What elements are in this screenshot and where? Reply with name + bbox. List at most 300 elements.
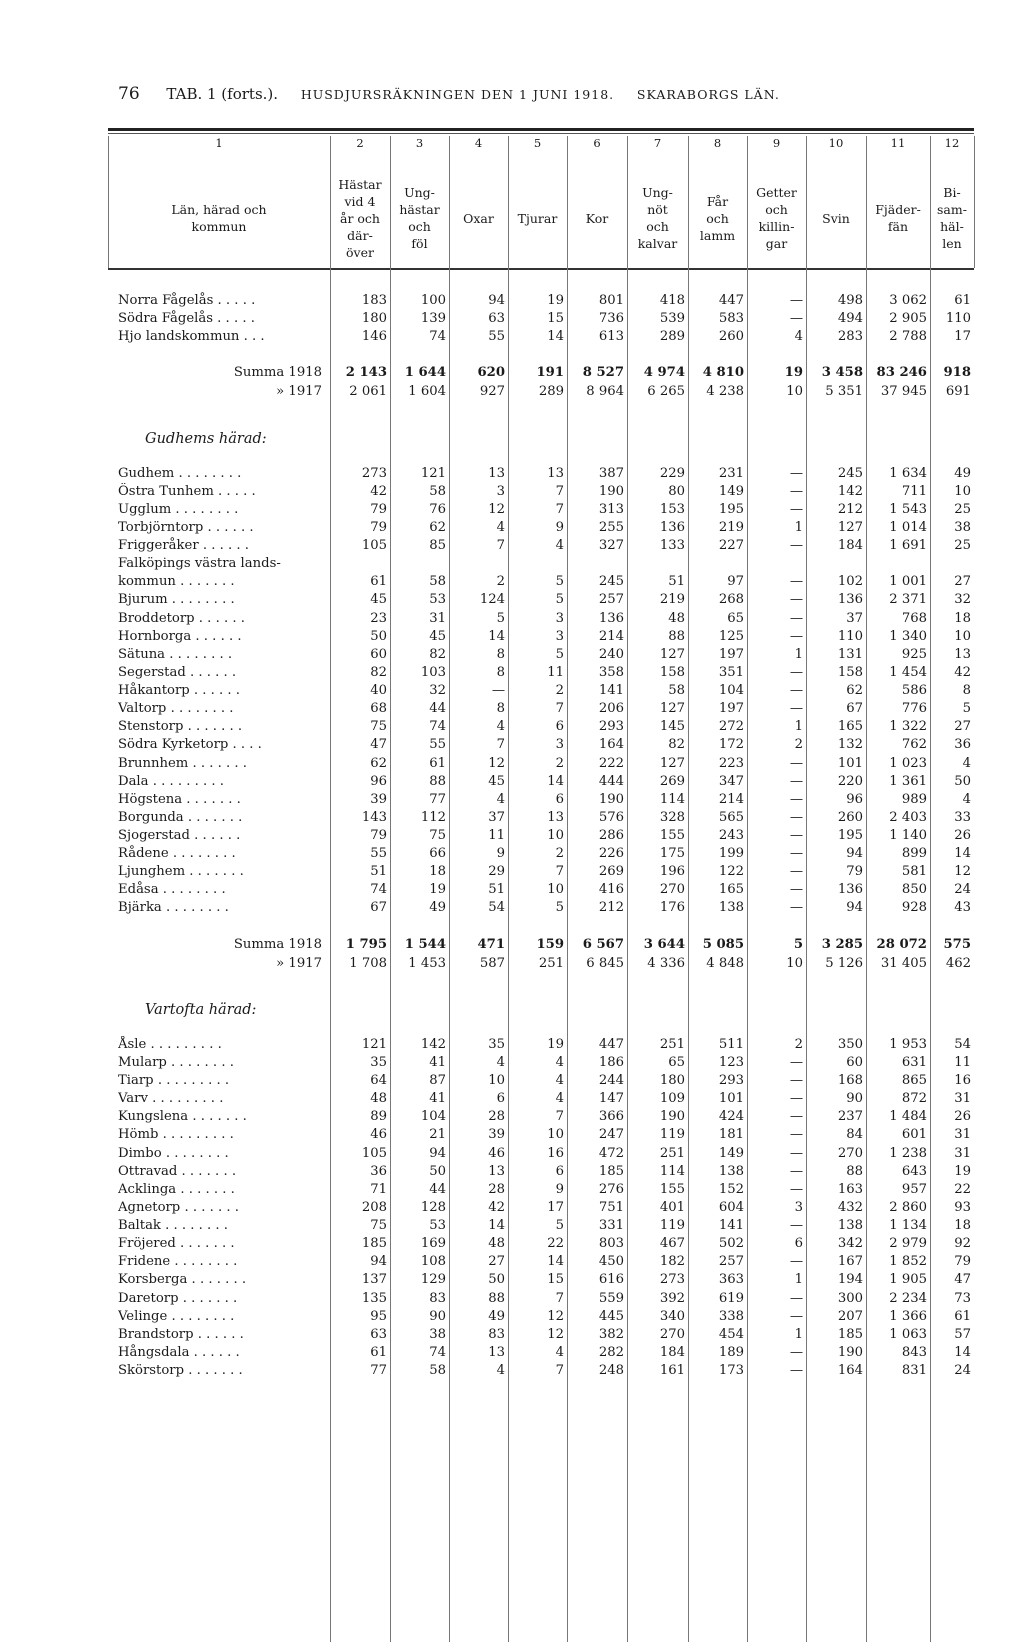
table-cell: 49 [429,900,446,916]
table-cell: 1 691 [889,538,927,554]
row-label: Rådene . . . . . . . . [118,846,236,862]
table-cell: 109 [659,1091,685,1107]
region-title: SKARABORGS LÄN. [636,87,780,102]
table-cell: 1 [794,719,803,735]
table-cell: 127 [659,646,685,662]
table-cell: 1 644 [404,365,446,381]
table-cell: 50 [429,1163,446,1179]
table-cell: 247 [598,1127,624,1143]
table-cell: 19 [429,882,446,898]
table-cell: 432 [837,1199,863,1215]
table-row [0,809,1024,827]
table-cell: 255 [598,519,624,535]
table-cell: 2 [794,1036,803,1052]
table-cell: 138 [718,1163,744,1179]
table-cell: — [789,483,803,499]
table-cell: 711 [901,483,927,499]
table-cell: 7 [555,701,564,717]
table-cell: 6 [794,1236,803,1252]
table-cell: 122 [718,864,744,880]
table-cell: 268 [718,592,744,608]
table-cell: 269 [659,773,685,789]
table-row [0,1199,1024,1217]
table-cell: — [789,1163,803,1179]
table-cell: 511 [718,1036,744,1052]
table-cell: 13 [488,465,505,481]
table-cell: — [789,501,803,517]
table-row [0,292,1024,310]
table-cell: 8 [496,664,505,680]
table-cell: 1 366 [889,1308,927,1324]
table-cell: 58 [429,1363,446,1378]
table-cell: 197 [718,646,744,662]
table-cell: 165 [837,719,863,735]
table-row [0,310,1024,328]
table-cell: 158 [837,664,863,680]
table-cell: 467 [659,1236,685,1252]
table-cell: 831 [901,1363,927,1378]
column-number: 2 [356,136,364,150]
table-cell: 74 [429,719,446,735]
table-cell: 65 [727,610,744,626]
row-label: Friggeråker . . . . . . [118,538,249,554]
table-row [0,881,1024,899]
row-label: Broddetorp . . . . . . [118,610,245,626]
table-cell: 48 [370,1091,387,1107]
table-cell: 6 [555,791,564,807]
table-cell: 197 [718,701,744,717]
column-number: 10 [828,136,844,150]
table-cell: 581 [901,864,927,880]
row-label: Kungslena . . . . . . . [118,1109,247,1125]
table-cell: 10 [547,1127,564,1143]
table-cell: 1 [794,1272,803,1288]
table-row [0,773,1024,791]
table-cell: 3 458 [821,365,863,381]
table-cell: — [789,755,803,771]
table-cell: 75 [370,1218,387,1234]
column-number: 7 [653,136,662,150]
table-cell: 136 [659,519,685,535]
table-cell: 1 [794,1326,803,1342]
table-reference: TAB. 1 (forts.). [166,85,279,103]
table-row [0,1054,1024,1072]
table-cell: 601 [901,1127,927,1143]
table-cell: 392 [659,1290,685,1306]
table-cell: 90 [846,1091,863,1107]
table-cell: 5 [793,936,803,952]
table-cell: 54 [954,1036,971,1052]
summary-row [0,364,1024,382]
summary-label: Summa 1918 [233,365,322,381]
table-cell: — [789,846,803,862]
table-cell: — [789,701,803,717]
table-cell: 94 [846,900,863,916]
table-cell: 257 [598,592,624,608]
table-cell: 41 [429,1091,446,1107]
table-cell: 989 [901,791,927,807]
table-row [0,646,1024,664]
table-cell: 61 [954,1308,971,1324]
table-row [0,827,1024,845]
table-cell: 143 [361,809,387,825]
table-cell: 141 [598,683,624,699]
table-cell: 424 [718,1109,744,1125]
table-cell: 498 [837,293,863,308]
table-cell: 10 [547,882,564,898]
table-cell: 199 [718,846,744,862]
table-cell: 190 [598,483,624,499]
table-row [0,845,1024,863]
table-cell: 8 964 [586,384,624,400]
table-cell: 141 [718,1218,744,1234]
table-row [0,1344,1024,1362]
table-cell: 42 [954,664,971,680]
table-cell: 74 [429,329,446,345]
table-cell: — [789,1127,803,1143]
table-cell: — [491,683,505,699]
table-cell: 61 [370,1344,387,1360]
table-cell: 768 [901,610,927,626]
table-cell: 180 [659,1073,685,1089]
table-cell: 502 [718,1236,744,1252]
table-cell: 60 [846,1054,863,1070]
table-cell: 4 [555,538,564,554]
table-cell: 63 [370,1326,387,1342]
table-cell: 172 [718,737,744,753]
table-cell: 82 [429,646,446,662]
table-cell: 65 [668,1054,685,1070]
table-cell: 18 [954,610,971,626]
table-cell: 1 708 [349,955,387,971]
table-cell: 387 [598,465,624,481]
column-number: 12 [944,136,960,150]
table-cell: — [789,1145,803,1161]
table-cell: 15 [547,1272,564,1288]
row-label: Velinge . . . . . . . . [118,1308,235,1324]
row-label: Torbjörntorp . . . . . . [118,519,254,535]
table-cell: 286 [598,828,624,843]
table-cell: — [789,683,803,699]
row-label: Norra Fågelås . . . . . [118,293,256,308]
table-cell: 223 [718,755,744,771]
table-cell: 18 [429,864,446,880]
table-cell: 119 [659,1218,685,1234]
table-cell: 471 [477,936,505,952]
table-cell: 161 [659,1363,685,1378]
table-cell: 49 [488,1308,505,1324]
table-cell: 101 [718,1091,744,1107]
table-cell: 212 [837,501,863,517]
table-cell: 90 [429,1308,446,1324]
table-cell: 127 [837,519,863,535]
table-cell: 10 [786,384,803,400]
table-row [0,1181,1024,1199]
table-cell: 32 [429,683,446,699]
table-cell: 185 [361,1236,387,1252]
table-cell: 26 [954,1109,971,1125]
table-cell: 1 238 [889,1145,927,1161]
table-cell: 736 [598,311,624,327]
table-cell: — [789,311,803,327]
table-cell: 270 [659,1326,685,1342]
table-cell: 39 [488,1127,505,1143]
table-cell: 4 [496,791,505,807]
table-cell: 47 [954,1272,971,1288]
table-cell: 1 543 [889,501,927,517]
table-cell: 2 [555,846,564,862]
table-cell: 2 [555,755,564,771]
table-cell: 3 [794,1199,803,1215]
table-cell: 8 [496,646,505,662]
table-cell: 14 [547,329,564,345]
table-row [0,1308,1024,1326]
row-label: Södra Kyrketorp . . . . [118,737,262,753]
table-cell: 576 [598,809,624,825]
table-cell: 347 [718,773,744,789]
table-cell: 195 [718,501,744,517]
table-cell: 36 [954,737,971,753]
table-cell: 293 [718,1073,744,1089]
row-label: Hömb . . . . . . . . . [118,1127,234,1143]
table-cell: 71 [370,1181,387,1197]
table-cell: 35 [370,1054,387,1070]
table-cell: 24 [954,882,971,898]
table-row [0,328,1024,346]
table-cell: 12 [547,1308,564,1324]
table-cell: 127 [659,755,685,771]
table-cell: 176 [659,900,685,916]
table-cell: 79 [370,828,387,843]
table-cell: 3 062 [889,293,927,308]
table-cell: 447 [718,293,744,308]
table-cell: 75 [429,828,446,843]
table-cell: 1 852 [889,1254,927,1270]
table-cell: 494 [837,311,863,327]
table-cell: 227 [718,538,744,554]
table-cell: 149 [718,483,744,499]
table-cell: 229 [659,465,685,481]
table-cell: 77 [429,791,446,807]
table-cell: 12 [547,1326,564,1342]
table-cell: 762 [901,737,927,753]
table-cell: 472 [598,1145,624,1161]
table-cell: 16 [954,1073,971,1089]
top-rule [108,128,974,131]
table-cell: 96 [846,791,863,807]
column-header: Tjurar [517,210,558,226]
table-cell: 60 [370,646,387,662]
table-cell: 136 [837,592,863,608]
table-cell: 92 [954,1236,971,1252]
row-label: Brunnhem . . . . . . . [118,755,247,771]
table-row [0,718,1024,736]
row-label: Ottravad . . . . . . . [118,1163,237,1179]
table-cell: 327 [598,538,624,554]
table-cell: 269 [598,864,624,880]
row-label: Ugglum . . . . . . . . [118,501,239,517]
row-label: Åsle . . . . . . . . . [118,1036,222,1052]
table-cell: 418 [659,293,685,308]
table-cell: 7 [496,538,505,554]
column-number: 3 [415,136,424,150]
table-cell: 1 953 [889,1036,927,1052]
table-cell: — [789,1073,803,1089]
table-cell: 61 [370,574,387,590]
table-cell: 62 [846,683,863,699]
table-cell: 7 [555,1363,564,1378]
table-cell: 185 [598,1163,624,1179]
table-cell: 237 [837,1109,863,1125]
table-cell: 119 [659,1127,685,1143]
table-cell: 251 [538,955,564,971]
table-cell: 283 [837,329,863,345]
column-number: 8 [713,136,722,150]
table-cell: 189 [718,1344,744,1360]
table-cell: 587 [479,955,505,971]
table-cell: — [789,592,803,608]
table-cell: 61 [429,755,446,771]
table-cell: 801 [598,293,624,308]
table-cell: 4 [962,755,971,771]
table-cell: 44 [429,701,446,717]
table-cell: 112 [420,809,446,825]
table-cell: 575 [943,936,971,952]
table-cell: 13 [547,465,564,481]
column-rule [974,136,975,268]
table-cell: 4 336 [647,955,685,971]
table-cell: 1 [794,646,803,662]
table-cell: 184 [837,538,863,554]
table-cell: 14 [954,846,971,862]
table-cell: 139 [420,311,446,327]
table-cell: 100 [420,293,446,308]
row-label: Hjo landskommun . . . [118,329,265,345]
table-cell: 29 [488,864,505,880]
table-cell: 63 [488,311,505,327]
table-cell: 3 [555,610,564,626]
table-cell: 219 [718,519,744,535]
table-cell: — [789,574,803,590]
table-cell: 7 [555,1109,564,1125]
row-label: Södra Fågelås . . . . . [118,311,255,327]
table-cell: 58 [668,683,685,699]
table-cell: 5 [496,610,505,626]
column-number: 9 [772,136,781,150]
table-cell: 38 [954,519,971,535]
table-cell: 55 [429,737,446,753]
row-label: Daretorp . . . . . . . [118,1290,238,1306]
table-cell: 46 [370,1127,387,1143]
table-cell: 272 [718,719,744,735]
table-cell: 61 [954,293,971,308]
column-header: Bi- sam- häl- len [937,185,967,251]
table-cell: 12 [954,864,971,880]
table-cell: 7 [555,1290,564,1306]
table-cell: 15 [547,311,564,327]
table-cell: 214 [718,791,744,807]
table-cell: 3 644 [643,936,685,952]
summary-label: » 1917 [276,384,322,400]
table-cell: 4 [496,1054,505,1070]
table-cell: 47 [370,737,387,753]
table-cell: 43 [954,900,971,916]
table-cell: 6 [555,719,564,735]
table-cell: — [789,864,803,880]
table-cell: 42 [370,483,387,499]
table-cell: 4 810 [702,365,744,381]
table-cell: 138 [837,1218,863,1234]
table-cell: 691 [945,384,971,400]
table-cell: — [789,791,803,807]
table-cell: 445 [598,1308,624,1324]
table-cell: 132 [837,737,863,753]
table-cell: 7 [496,737,505,753]
table-cell: 96 [370,773,387,789]
table-cell: 25 [954,501,971,517]
column-header: Hästar vid 4 år och där- över [338,176,382,260]
table-cell: 865 [901,1073,927,1089]
table-cell: 928 [901,900,927,916]
table-row [0,628,1024,646]
table-cell: — [789,1109,803,1125]
table-cell: 89 [370,1109,387,1125]
table-cell: 50 [488,1272,505,1288]
column-rule [108,136,109,268]
table-cell: 5 085 [702,936,744,952]
table-cell: 145 [659,719,685,735]
column-header: Får och lamm [699,193,736,243]
table-row [0,1090,1024,1108]
table-cell: 1 795 [345,936,387,952]
table-cell: 338 [718,1308,744,1324]
table-cell: 83 246 [876,365,927,381]
table-cell: 7 [555,501,564,517]
table-cell: 6 [555,1163,564,1179]
table-cell: 208 [361,1199,387,1215]
table-cell: 1 604 [408,384,446,400]
table-cell: 84 [846,1127,863,1143]
table-cell: 121 [361,1036,387,1052]
table-cell: 31 [954,1091,971,1107]
table-cell: — [789,882,803,898]
table-cell: 124 [479,592,505,608]
table-cell: 147 [598,1091,624,1107]
table-cell: 133 [659,538,685,554]
row-label: Brandstorp . . . . . . [118,1326,244,1342]
row-label: Fröjered . . . . . . . [118,1236,235,1252]
table-cell: 79 [370,519,387,535]
table-cell: 36 [370,1163,387,1179]
table-cell: 1 361 [889,773,927,789]
table-cell: 114 [659,791,685,807]
table-cell: 32 [954,592,971,608]
table-cell: 123 [718,1054,744,1070]
table-cell: 2 234 [889,1290,927,1306]
table-cell: 10 [954,628,971,644]
table-cell: 68 [370,701,387,717]
table-row [0,1217,1024,1235]
table-cell: 7 [555,864,564,880]
table-cell: — [789,1254,803,1270]
table-cell: 128 [420,1199,446,1215]
table-cell: 83 [488,1326,505,1342]
table-cell: 79 [370,501,387,517]
row-label: Sätuna . . . . . . . . [118,646,233,662]
row-label: Hornborga . . . . . . [118,628,242,644]
table-cell: 184 [659,1344,685,1360]
table-cell: — [789,1181,803,1197]
